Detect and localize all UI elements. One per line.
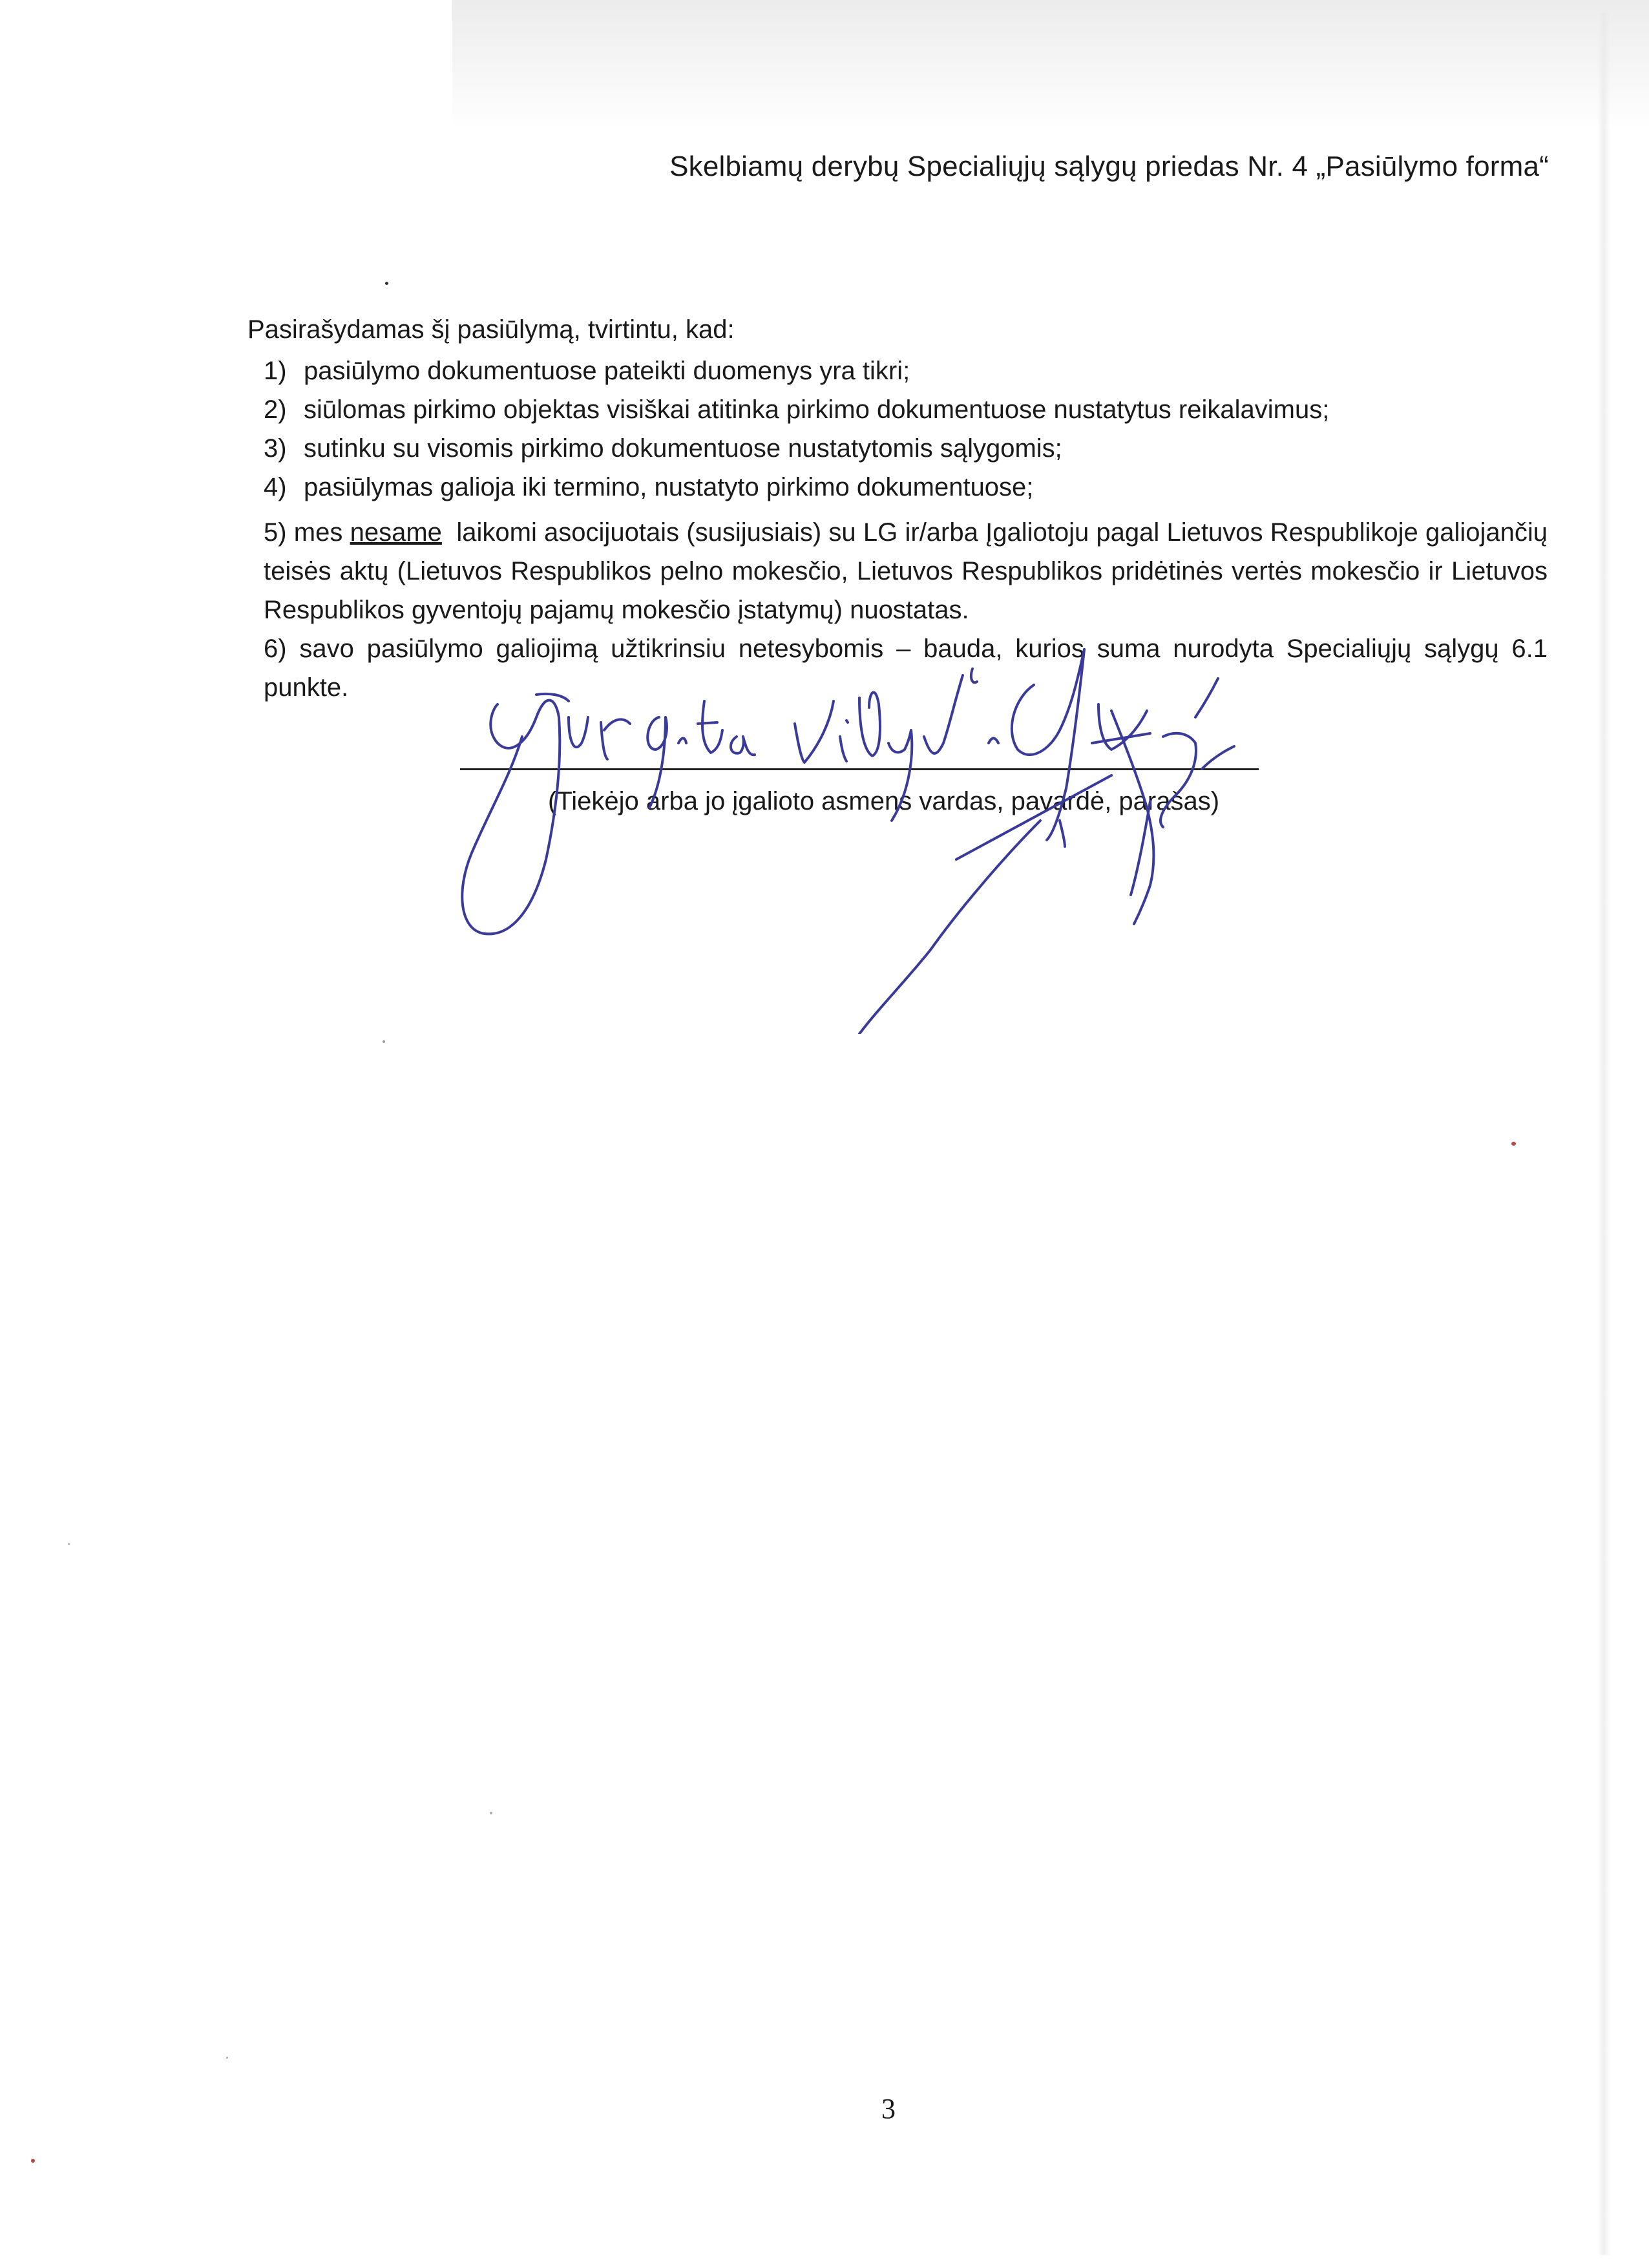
document-header: Skelbiamų derybų Specialiųjų sąlygų priedas Nr. 4 „Pasiūlymo forma“ (669, 151, 1549, 182)
scan-speck (226, 2057, 228, 2059)
scan-speck (490, 1812, 492, 1814)
scan-speck (383, 1040, 385, 1043)
item-number: 4) (264, 473, 287, 501)
scan-speck (68, 1543, 70, 1545)
signature-caption: (Tiekėjo arba jo įgalioto asmens vardas, pavardė, parašas) (548, 787, 1220, 815)
item-number: 2) (264, 395, 287, 424)
item-number: 1) (264, 357, 287, 385)
item-text: siūlomas pirkimo objektas visiškai atitinka pirkimo dokumentuose nustatytus reikalavimus; (304, 395, 1330, 424)
item-5-text: laikomi asocijuotais (susijusiais) su LG ir/arba Įgaliotoju pagal Lietuvos Respublikoje galiojančių teisės aktų (Lietuvos Respublikos pelno mokesčio, Lietuvos Respublikos pridėtinės vertės mokesčio ir Lietuvos Respublikos gyventojų pajamų mokesčio įstatymų) nuostatas. (264, 518, 1555, 624)
scan-speck (1511, 1142, 1516, 1146)
item-6-paragraph: 6) savo pasiūlymo galiojimą užtikrinsiu netesybomis – bauda, kurios suma nurodyta Specialiųjų sąlygų 6.1 punkte. (264, 635, 1548, 702)
scan-speck (31, 2159, 35, 2163)
item-number: 3) (264, 434, 287, 463)
intro-text: Pasirašydamas šį pasiūlymą, tvirtintu, kad: (247, 315, 735, 344)
item-text: pasiūlymo dokumentuose pateikti duomenys yra tikri; (304, 357, 910, 385)
page-number: 3 (881, 2093, 896, 2125)
item-5-underlined: nesame (350, 518, 442, 547)
item-text: sutinku su visomis pirkimo dokumentuose nustatytomis sąlygomis; (304, 434, 1062, 463)
handwritten-signature (0, 0, 1649, 1034)
item-text: pasiūlymas galioja iki termino, nustatyto pirkimo dokumentuose; (304, 473, 1034, 501)
item-5-prefix: 5) mes (264, 518, 350, 547)
